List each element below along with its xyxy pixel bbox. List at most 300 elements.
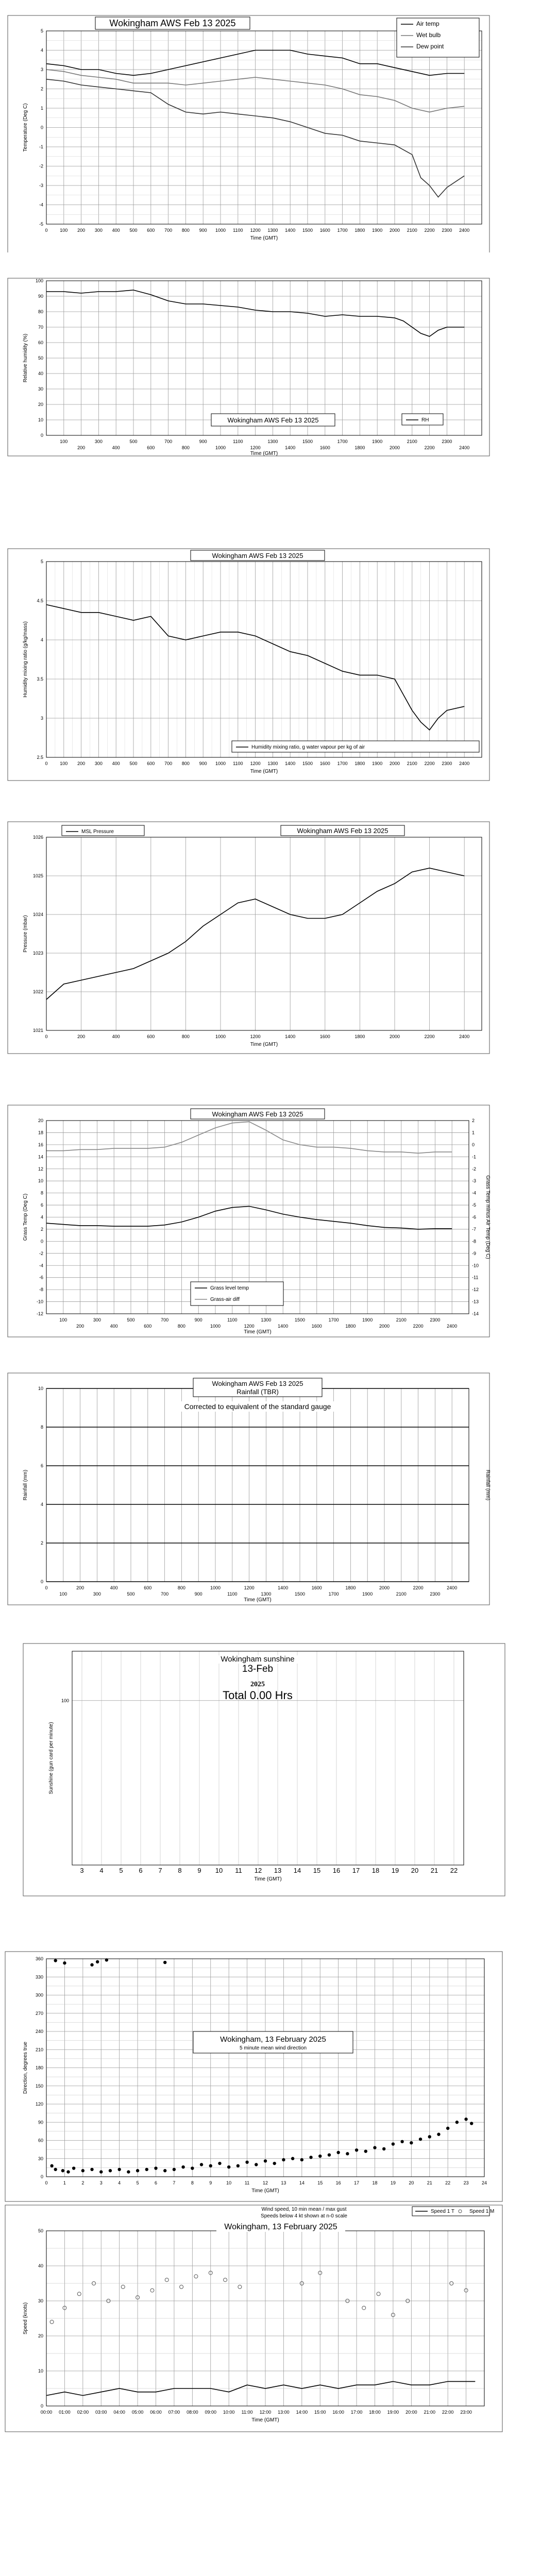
x-tick-label: 8 (178, 1867, 182, 1874)
data-point (127, 2170, 130, 2173)
y-tick-label: 1021 (32, 1028, 43, 1033)
x-tick-label: 1600 (319, 1034, 330, 1039)
x-tick-label: 1100 (233, 228, 243, 233)
x-tick-label: 700 (161, 1317, 169, 1323)
x-tick-label: 1400 (278, 1585, 289, 1590)
y-right-tick-label: -13 (472, 1299, 479, 1304)
x-tick-label: 2000 (389, 1034, 400, 1039)
y-tick-label: 40 (38, 2263, 43, 2268)
y-tick-label: 0 (40, 433, 43, 438)
x-tick-label: 700 (164, 761, 173, 766)
y-axis-label: Pressure (mbar) (23, 915, 28, 953)
x-tick-label: 600 (147, 228, 155, 233)
y-tick-label: -2 (39, 163, 43, 169)
y-tick-label: 4.5 (37, 598, 43, 603)
x-tick-label: 0 (45, 228, 48, 233)
y-tick-label: 5 (40, 28, 43, 33)
data-point (181, 2165, 184, 2168)
y-tick-label: 1023 (32, 951, 43, 956)
legend (62, 825, 144, 836)
x-tick-label: 1500 (294, 1317, 306, 1323)
x-tick-label: 1300 (261, 1591, 272, 1597)
x-tick-label: 2000 (389, 228, 400, 233)
y-tick-label: 0 (40, 1239, 43, 1244)
x-tick-label: 1700 (337, 439, 348, 444)
data-point (54, 1959, 57, 1962)
legend-label: Grass level temp (210, 1285, 249, 1291)
data-point (218, 2162, 221, 2165)
x-tick-label: 7 (158, 1867, 162, 1874)
x-tick-label: 9 (209, 2180, 212, 2185)
x-tick-label: 18:00 (369, 2410, 381, 2415)
x-tick-label: 4 (118, 2180, 121, 2185)
x-tick-label: 100 (60, 228, 68, 233)
legend-label: Air temp (416, 20, 439, 27)
x-tick-label: 3 (99, 2180, 103, 2185)
y-right-tick-label: -8 (472, 1239, 477, 1244)
data-point (470, 2122, 473, 2125)
y-tick-label: 60 (38, 340, 43, 345)
x-tick-label: 13 (274, 1867, 282, 1874)
chart-panel (0, 541, 541, 788)
x-tick-label: 2200 (424, 761, 435, 766)
x-tick-label: 200 (77, 228, 86, 233)
y-axis-label: Speed (knots) (23, 2302, 28, 2335)
chart-title: Wokingham sunshine (221, 1655, 295, 1664)
x-tick-label: 1400 (278, 1324, 289, 1329)
x-tick-label: 1900 (372, 228, 383, 233)
legend (412, 2207, 494, 2216)
y-tick-label: 50 (38, 355, 43, 361)
data-point (373, 2146, 376, 2149)
y-right-tick-label: -6 (472, 1214, 477, 1220)
x-tick-label: 500 (127, 1591, 135, 1597)
x-tick-label: 00:00 (40, 2410, 53, 2415)
x-tick-label: 1700 (328, 1317, 339, 1323)
x-tick-label: 1100 (227, 1591, 238, 1597)
data-point (96, 1960, 99, 1963)
x-tick-label: 1000 (215, 445, 226, 450)
y-tick-label: 300 (35, 1992, 43, 1998)
data-point (61, 2169, 64, 2172)
data-point (264, 2159, 267, 2162)
x-tick-label: 400 (110, 1324, 118, 1329)
y-right-tick-label: 1 (472, 1130, 475, 1136)
x-tick-label: 800 (181, 761, 190, 766)
x-tick-label: 20 (411, 1867, 419, 1874)
y-right-tick-label: -2 (472, 1166, 477, 1172)
x-tick-label: 1600 (311, 1585, 322, 1590)
x-tick-label: 600 (144, 1585, 152, 1590)
chart-annotation: Corrected to equivalent of the standard gauge (184, 1402, 331, 1411)
y-tick-label: 2 (40, 1226, 43, 1232)
chart-svg (0, 8, 541, 252)
x-tick-label: 12 (254, 1867, 262, 1874)
x-tick-label: 18 (372, 2180, 378, 2185)
chart-title: Wokingham AWS Feb 13 2025 (212, 1110, 303, 1118)
legend (402, 414, 443, 425)
x-tick-label: 300 (94, 228, 103, 233)
y-tick-label: 10 (38, 1178, 43, 1184)
legend-label: RH (421, 417, 429, 423)
x-tick-label: 14 (299, 2180, 305, 2185)
x-tick-label: 2300 (442, 761, 452, 766)
data-point (99, 2170, 103, 2173)
x-tick-label: 03:00 (95, 2410, 107, 2415)
y-tick-label: 1024 (32, 912, 43, 917)
data-point (410, 2141, 413, 2144)
x-tick-label: 100 (59, 1591, 67, 1597)
x-tick-label: 19:00 (387, 2410, 399, 2415)
x-tick-label: 1100 (227, 1317, 238, 1323)
y-right-tick-label: -3 (472, 1178, 477, 1184)
x-tick-label: 2200 (424, 445, 435, 450)
y-tick-label: 3 (40, 67, 43, 72)
x-tick-label: 2000 (379, 1324, 390, 1329)
x-tick-label: 08:00 (187, 2410, 198, 2415)
y-tick-label: 2 (40, 86, 43, 92)
chart-subtitle: 13-Feb (242, 1664, 274, 1674)
x-tick-label: 16 (335, 2180, 341, 2185)
chart-title: Wokingham AWS Feb 13 2025 (227, 416, 319, 424)
x-tick-label: 200 (76, 1585, 84, 1590)
x-tick-label: 04:00 (113, 2410, 125, 2415)
y-tick-label: 270 (35, 2010, 43, 2016)
x-tick-label: 700 (164, 228, 173, 233)
x-tick-label: 1 (63, 2180, 66, 2185)
x-tick-label: 400 (110, 1585, 118, 1590)
x-tick-label: 2300 (442, 228, 452, 233)
x-tick-label: 10 (226, 2180, 232, 2185)
chart-svg (0, 1636, 541, 1904)
data-point (355, 2148, 358, 2151)
x-tick-label: 20 (409, 2180, 414, 2185)
y-tick-label: 180 (35, 2065, 43, 2071)
chart-subtitle: Rainfall (TBR) (236, 1388, 279, 1396)
y-tick-label: 10 (38, 2368, 43, 2374)
y-tick-label: 16 (38, 1142, 43, 1147)
x-tick-label: 2000 (389, 445, 400, 450)
y-axis-label: Temperature (Deg C) (23, 103, 28, 152)
data-point (66, 2170, 70, 2173)
data-point (54, 2168, 57, 2171)
legend-label: Humidity mixing ratio, g water vapour per kg of air (251, 744, 365, 750)
x-tick-label: 2200 (413, 1585, 424, 1590)
x-tick-label: 11:00 (241, 2410, 253, 2415)
y-tick-label: -2 (39, 1250, 43, 1256)
y-tick-label: 12 (38, 1166, 43, 1172)
data-point (446, 2127, 449, 2130)
x-tick-label: 1600 (319, 761, 330, 766)
x-tick-label: 18 (371, 1867, 380, 1874)
x-tick-label: 1400 (285, 445, 296, 450)
x-tick-label: 1800 (354, 761, 365, 766)
x-tick-label: 300 (93, 1591, 101, 1597)
y-axis-label: Relative humidity (%) (23, 333, 28, 383)
data-point (382, 2147, 385, 2150)
x-tick-label: 2100 (396, 1317, 407, 1323)
x-axis-label: Time (GMT) (254, 1876, 282, 1882)
data-point (419, 2138, 422, 2141)
x-tick-label: 200 (77, 1034, 86, 1039)
chart-title: Wokingham AWS Feb 13 2025 (212, 1380, 303, 1387)
x-axis-label: Time (GMT) (250, 769, 278, 774)
x-tick-label: 800 (181, 1034, 190, 1039)
x-tick-label: 01:00 (59, 2410, 71, 2415)
y-tick-label: 70 (38, 325, 43, 330)
chart-panel (0, 1097, 541, 1345)
y-tick-label: 30 (38, 2298, 43, 2303)
x-tick-label: 0 (45, 761, 48, 766)
x-tick-label: 16:00 (332, 2410, 344, 2415)
x-axis-label: Time (GMT) (250, 235, 278, 241)
data-point (273, 2162, 276, 2165)
data-point (464, 2117, 467, 2121)
x-axis-label: Time (GMT) (250, 1042, 278, 1047)
x-tick-label: 300 (94, 439, 103, 444)
x-tick-label: 1900 (362, 1317, 373, 1323)
data-point (282, 2158, 285, 2161)
chart-frame (8, 278, 489, 456)
x-tick-label: 9 (197, 1867, 201, 1874)
y-tick-label: 8 (40, 1190, 43, 1196)
chart-title: Wokingham, 13 February 2025 (220, 2035, 326, 2044)
x-tick-label: 2300 (442, 439, 452, 444)
x-tick-label: 2000 (389, 761, 400, 766)
x-tick-label: 100 (59, 1317, 67, 1323)
y-right-tick-label: -12 (472, 1287, 479, 1293)
x-tick-label: 600 (144, 1324, 152, 1329)
x-tick-label: 06:00 (150, 2410, 162, 2415)
x-tick-label: 5 (136, 2180, 139, 2185)
x-tick-label: 3 (80, 1867, 84, 1874)
data-point (455, 2121, 459, 2124)
x-tick-label: 600 (147, 1034, 155, 1039)
x-tick-label: 1400 (285, 1034, 296, 1039)
legend (191, 1282, 283, 1306)
data-point (109, 2169, 112, 2172)
x-tick-label: 14 (293, 1867, 301, 1874)
data-point (173, 2168, 176, 2171)
x-tick-label: 2400 (447, 1585, 458, 1590)
y-axis-label: Humidity mixing ratio (g/kg/mass) (23, 621, 28, 698)
x-tick-label: 2100 (407, 439, 417, 444)
x-tick-label: 23:00 (460, 2410, 472, 2415)
y-tick-label: -4 (39, 202, 43, 208)
y-tick-label: 10 (38, 1386, 43, 1391)
data-point (191, 2166, 194, 2170)
grid (46, 31, 482, 224)
y-tick-label: 90 (38, 294, 43, 299)
y-tick-label: 20 (38, 402, 43, 407)
y-tick-label: 18 (38, 1130, 43, 1136)
x-tick-label: 1800 (345, 1585, 356, 1590)
x-tick-label: 1000 (215, 1034, 226, 1039)
x-tick-label: 13 (281, 2180, 286, 2185)
x-tick-label: 1500 (302, 439, 313, 444)
x-tick-label: 0 (45, 1034, 48, 1039)
x-tick-label: 400 (112, 228, 120, 233)
x-tick-label: 400 (112, 761, 120, 766)
x-tick-label: 1800 (354, 228, 365, 233)
x-tick-label: 1200 (250, 761, 261, 766)
y-tick-label: 60 (38, 2138, 43, 2143)
chart-panel (0, 814, 541, 1061)
data-point (392, 2142, 395, 2145)
x-tick-label: 11 (244, 2180, 250, 2185)
x-tick-label: 1300 (267, 761, 278, 766)
y-axis-label: Direction, degrees true (23, 2041, 28, 2094)
x-tick-label: 16 (332, 1867, 341, 1874)
data-point (154, 2166, 157, 2170)
x-tick-label: 5 (119, 1867, 123, 1874)
chart-svg (0, 1097, 541, 1345)
legend-label: Speed 1 T (431, 2209, 454, 2214)
chart-panel (0, 8, 541, 252)
x-tick-label: 1000 (210, 1324, 221, 1329)
x-tick-label: 800 (177, 1324, 185, 1329)
x-tick-label: 24 (481, 2180, 487, 2185)
y-tick-label: 4 (40, 1214, 43, 1220)
x-tick-label: 1200 (250, 1034, 261, 1039)
x-tick-label: 2400 (459, 761, 470, 766)
chart-title: Wokingham AWS Feb 13 2025 (297, 827, 388, 835)
x-tick-label: 15:00 (314, 2410, 326, 2415)
y-tick-label: 4 (40, 47, 43, 53)
x-tick-label: 1600 (311, 1324, 322, 1329)
y-tick-label: 6 (40, 1202, 43, 1208)
x-tick-label: 2200 (424, 1034, 435, 1039)
x-tick-label: 19 (390, 2180, 396, 2185)
x-tick-label: 1800 (354, 445, 365, 450)
x-tick-label: 2400 (447, 1324, 458, 1329)
data-point (117, 2168, 121, 2171)
x-tick-label: 1200 (244, 1585, 255, 1590)
legend (397, 18, 479, 57)
x-tick-label: 2000 (379, 1585, 390, 1590)
x-tick-label: 500 (129, 761, 138, 766)
x-tick-label: 700 (161, 1591, 169, 1597)
legend (232, 741, 479, 752)
y-tick-label: 120 (35, 2102, 43, 2107)
chart-svg (0, 814, 541, 1061)
y-tick-label: -10 (36, 1299, 43, 1304)
chart-svg (0, 270, 541, 464)
x-tick-label: 2300 (430, 1591, 441, 1597)
x-tick-label: 100 (60, 761, 68, 766)
y-tick-label: 20 (38, 1118, 43, 1123)
chart-svg (0, 1947, 541, 2205)
y-right-tick-label: -10 (472, 1263, 479, 1268)
y-tick-label: 0 (40, 2403, 43, 2409)
chart-panel (0, 1947, 541, 2205)
x-tick-label: 13:00 (278, 2410, 290, 2415)
chart-svg (0, 541, 541, 788)
chart-panel (0, 270, 541, 464)
y-tick-label: 40 (38, 371, 43, 376)
data-point (300, 2158, 303, 2161)
chart-subtitle: 5 minute mean wind direction (239, 2045, 307, 2051)
legend-label: Wet bulb (416, 31, 441, 39)
x-tick-label: 2300 (430, 1317, 441, 1323)
x-tick-label: 1000 (215, 761, 226, 766)
y-right-tick-label: -7 (472, 1226, 477, 1232)
data-point (163, 1961, 166, 1964)
data-point (437, 2133, 440, 2136)
chart-title: Wokingham, 13 February 2025 (224, 2223, 337, 2231)
chart-panel (0, 1365, 541, 1613)
y-tick-label: -8 (39, 1287, 43, 1293)
y-right-axis-label: Rainfall (mm) (485, 1469, 491, 1501)
x-tick-label: 700 (164, 439, 173, 444)
x-tick-label: 1500 (302, 228, 313, 233)
x-tick-label: 1800 (354, 1034, 365, 1039)
x-tick-label: 1600 (319, 228, 330, 233)
x-tick-label: 14:00 (296, 2410, 308, 2415)
data-point (346, 2152, 349, 2155)
x-tick-label: 900 (194, 1591, 202, 1597)
x-tick-label: 1900 (372, 761, 383, 766)
x-tick-label: 7 (173, 2180, 176, 2185)
y-tick-label: 6 (40, 1463, 43, 1468)
x-tick-label: 17:00 (350, 2410, 363, 2415)
x-tick-label: 15 (313, 1867, 321, 1874)
y-tick-label: 5 (40, 559, 43, 564)
y-tick-label: 8 (40, 1425, 43, 1430)
chart-frame (5, 1952, 502, 2201)
y-tick-label: -3 (39, 183, 43, 188)
x-axis-label: Time (GMT) (250, 451, 278, 456)
x-tick-label: 17 (354, 2180, 360, 2185)
x-tick-label: 400 (112, 445, 120, 450)
y-tick-label: 4 (40, 1502, 43, 1507)
y-tick-label: 100 (61, 1698, 69, 1703)
x-tick-label: 1000 (210, 1585, 221, 1590)
x-axis-label: Time (GMT) (251, 2188, 279, 2194)
x-tick-label: 6 (139, 1867, 143, 1874)
x-tick-label: 600 (147, 761, 155, 766)
x-tick-label: 21 (430, 1867, 438, 1874)
chart-svg (0, 2202, 541, 2434)
y-tick-label: 10 (38, 417, 43, 422)
x-tick-label: 1800 (345, 1324, 356, 1329)
x-tick-label: 1700 (328, 1591, 339, 1597)
x-tick-label: 1300 (267, 439, 278, 444)
x-tick-label: 8 (191, 2180, 194, 2185)
data-point (336, 2151, 340, 2154)
x-tick-label: 1500 (294, 1591, 306, 1597)
data-point (227, 2165, 230, 2168)
x-tick-label: 2200 (424, 228, 435, 233)
x-tick-label: 1200 (250, 228, 261, 233)
y-tick-label: 330 (35, 1974, 43, 1980)
x-tick-label: 11 (235, 1867, 242, 1874)
data-point (200, 2163, 203, 2166)
y-tick-label: 0 (40, 2174, 43, 2179)
x-tick-label: 2200 (413, 1324, 424, 1329)
y-tick-label: 3.5 (37, 676, 43, 682)
y-right-tick-label: -5 (472, 1202, 477, 1208)
legend-label: MSL Pressure (81, 829, 114, 835)
chart-year: 2025 (250, 1681, 265, 1688)
x-tick-label: 1700 (337, 761, 348, 766)
x-tick-label: 2 (81, 2180, 84, 2185)
x-tick-label: 21 (427, 2180, 432, 2185)
y-tick-label: 90 (38, 2120, 43, 2125)
y-tick-label: -6 (39, 1275, 43, 1280)
x-tick-label: 1200 (250, 445, 261, 450)
y-right-tick-label: 2 (472, 1118, 475, 1123)
